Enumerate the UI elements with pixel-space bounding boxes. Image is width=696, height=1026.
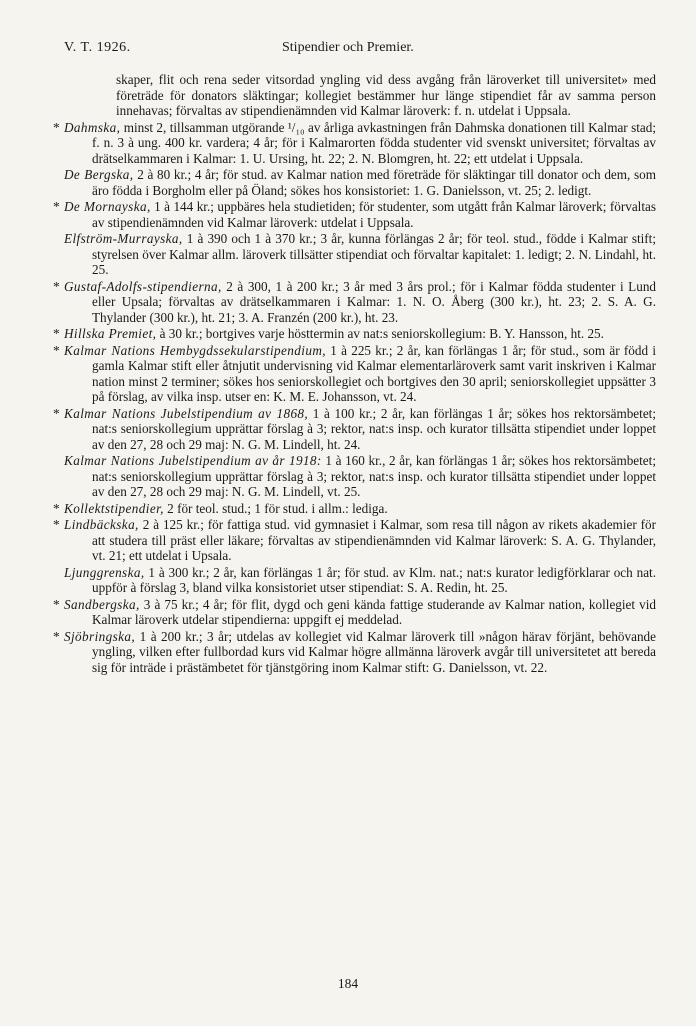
stipend-description: à 30 kr.; bortgives varje hösttermin av nat:s seniorskollegium: B. Y. Hansson, ht. 25. <box>159 326 604 341</box>
list-item <box>53 517 657 564</box>
list-item <box>64 231 656 278</box>
stipend-description: 1 à 144 kr.; uppbäres hela studietiden; för studenter, som utgått från Kalmar läroverk; förvaltas av stipendienämnden vid Kalmar läroverk: utdelat i Uppsala. <box>92 199 656 230</box>
stipend-name: Kollektstipendier, <box>64 500 164 516</box>
list-item <box>53 342 657 405</box>
stipend-name: Sandbergska, <box>64 596 140 612</box>
asterisk-marker: * <box>53 342 60 358</box>
list-item <box>64 167 656 198</box>
stipend-description: 1 à 225 kr.; 2 år, kan förlängas 1 år; för stud., som är född i gamla Kalmar stift eller åtnjutit undervisning vid Kalmar elementarläroverk samt varit inskriven i Kalmar nation minst 2 terminer; sökes hos seniorskollegiet och bortgives den 30 april; seniorskollegiet uppsätter 3 på förslag, av vilka insp. utser en: K. M. E. Johansson, vt. 24. <box>92 342 657 404</box>
continued-entry: skaper, flit och rena seder vitsordad yngling vid dess avgång från läroverket till universitet» med företräde för donators släktingar; kollegiet bestämmer hur länge stipendiet får av samma person innehavas; förvaltas av stipendienämnden vid Kalmar läroverk: f. n. utdelat i Uppsala. <box>116 72 656 118</box>
asterisk-marker: * <box>53 199 60 214</box>
stipend-description: 1 à 200 kr.; 3 år; utdelas av kollegiet vid Kalmar läroverk till »någon härav förjänt, behövande yngling, vilken efter fullbordad kurs vid Kalmar högre allmänna läroverk avgår till universitetet att bereda sig för inträde i prästämbetet för tjänstgöring inom Kalmar stift: G. Danielsson, vt. 22. <box>92 628 657 675</box>
running-title: Stipendier och Premier. <box>282 40 414 55</box>
stipend-name: Ljunggrenska, <box>64 564 145 580</box>
stipend-name: De Mornayska, <box>64 199 151 214</box>
list-item <box>53 278 657 326</box>
stipend-description: 2 för teol. stud.; 1 för stud. i allm.: lediga. <box>167 500 388 516</box>
stipend-name: Kalmar Nations Jubelstipendium av 1868, <box>64 405 309 421</box>
stipend-name: Dahmska, <box>64 119 121 135</box>
stipend-description: 2 à 125 kr.; för fattiga stud. vid gymnasiet i Kalmar, som resa till någon av rikets akademier för att studera till präst eller läkare; förvaltas av stipendienämnden vid Kalmar läroverk: S. A. G. Thylander, vt. 21; ett utdelat i Upsala. <box>92 517 657 563</box>
asterisk-marker: * <box>53 500 60 516</box>
asterisk-marker: * <box>53 596 60 612</box>
list-item <box>64 453 656 500</box>
stipend-description: minst 2, tillsamman utgörande ¹/₁₀ av årliga avkastningen från Dahmska donationen till Kalmar stad; f. n. 3 à ung. 400 kr. vardera; 4 år; för i Kalmarorten födda studenter vid svenskt universitet; förvaltas av drätselkammaren i Kalmar: 1. U. Ursing, ht. 22; 2. N. Blomgren, ht. 22; ett utdelat i Uppsala. <box>92 119 657 166</box>
asterisk-marker: * <box>53 278 60 294</box>
asterisk-marker: * <box>53 405 60 421</box>
stipend-description: 2 à 300, 1 à 200 kr.; 3 år med 3 års prol.; för i Kalmar födda studenter i Lund eller Upsala; förvaltas av drätselkammaren i Kalmar: 1. N. O. Åberg (300 kr.), ht. 23; 2. S. A. G. Thylander (300 kr.), ht. 21; 3. A. Franzén (200 kr.), ht. 23. <box>92 278 657 325</box>
list-item <box>53 326 656 342</box>
page-number: 184 <box>337 976 359 991</box>
stipend-name: Gustaf-Adolfs-stipendierna, <box>64 278 222 294</box>
stipend-name: De Bergska, <box>64 167 134 182</box>
entry-list <box>53 119 657 676</box>
page-body <box>53 72 657 676</box>
stipend-name: Elfström-Murrayska, <box>64 231 183 246</box>
asterisk-marker: * <box>53 628 60 644</box>
page-header <box>64 40 656 62</box>
stipend-name: Sjöbringska, <box>64 628 136 644</box>
stipend-description: 2 à 80 kr.; 4 år; för stud. av Kalmar nation med företräde för släktingar till donator och dem, som äro födda i Borgholm eller på Öland; sökes hos konsistoriet: 1. G. Danielsson, vt. 25; 2. ledigt. <box>92 167 656 198</box>
stipend-name: Kalmar Nations Hembygdssekularstipendium, <box>64 342 326 358</box>
stipend-description: 1 à 160 kr., 2 år, kan förlängas 1 år; sökes hos rektorsämbetet; nat:s seniorskollegium upprättar förslag à 3; rektor, nat:s insp. och kurator tillsätta stipendiet under loppet av den 27, 28 och 29 maj: N. G. M. Lindell, vt. 25. <box>92 453 656 499</box>
list-item <box>53 199 656 230</box>
stipend-description: 1 à 390 och 1 à 370 kr.; 3 år, kunna förlängas 2 år; för teol. stud., födde i Kalmar stift; styrelsen över Kalmar allm. läroverk tillsätter stipendiat och förvaltar kapitalet: 1. ledigt; 2. N. Lindahl, ht. 25. <box>92 231 657 277</box>
list-item <box>53 500 656 517</box>
list-item <box>53 596 656 628</box>
list-item <box>53 405 657 453</box>
stipend-description: 3 à 75 kr.; 4 år; för flit, dygd och geni kända fattige studerande av Kalmar nation, kollegiet vid Kalmar läroverk utdelar stipendierna: uppgift ej meddelad. <box>92 596 656 627</box>
stipend-description: 1 à 100 kr.; 2 år, kan förlängas 1 år; sökes hos rektorsämbetet; nat:s seniorskollegium upprättar förslag à 3; rektor, nat:s insp. och kurator tillsätta stipendiet under loppet av den 27, 28 och 29 maj: N. G. M. Lindell, ht. 24. <box>92 405 657 452</box>
stipend-description: 1 à 300 kr.; 2 år, kan förlängas 1 år; för stud. av Klm. nat.; nat:s kurator ledigförklarar och nat. uppför à förslag 3, bland vilka konsistoriet utser stipendiat: S. A. Redin, ht. 25. <box>92 564 657 595</box>
list-item <box>64 565 656 596</box>
volume-label: V. T. 1926. <box>64 40 131 55</box>
list-item <box>53 119 657 167</box>
stipend-name: Kalmar Nations Jubelstipendium av år 1918: <box>64 453 322 468</box>
asterisk-marker: * <box>53 326 60 341</box>
stipend-name: Hillska Premiet, <box>64 326 157 341</box>
stipend-name: Lindbäckska, <box>64 517 139 532</box>
asterisk-marker: * <box>53 517 60 532</box>
asterisk-marker: * <box>53 119 60 135</box>
list-item <box>53 628 657 676</box>
